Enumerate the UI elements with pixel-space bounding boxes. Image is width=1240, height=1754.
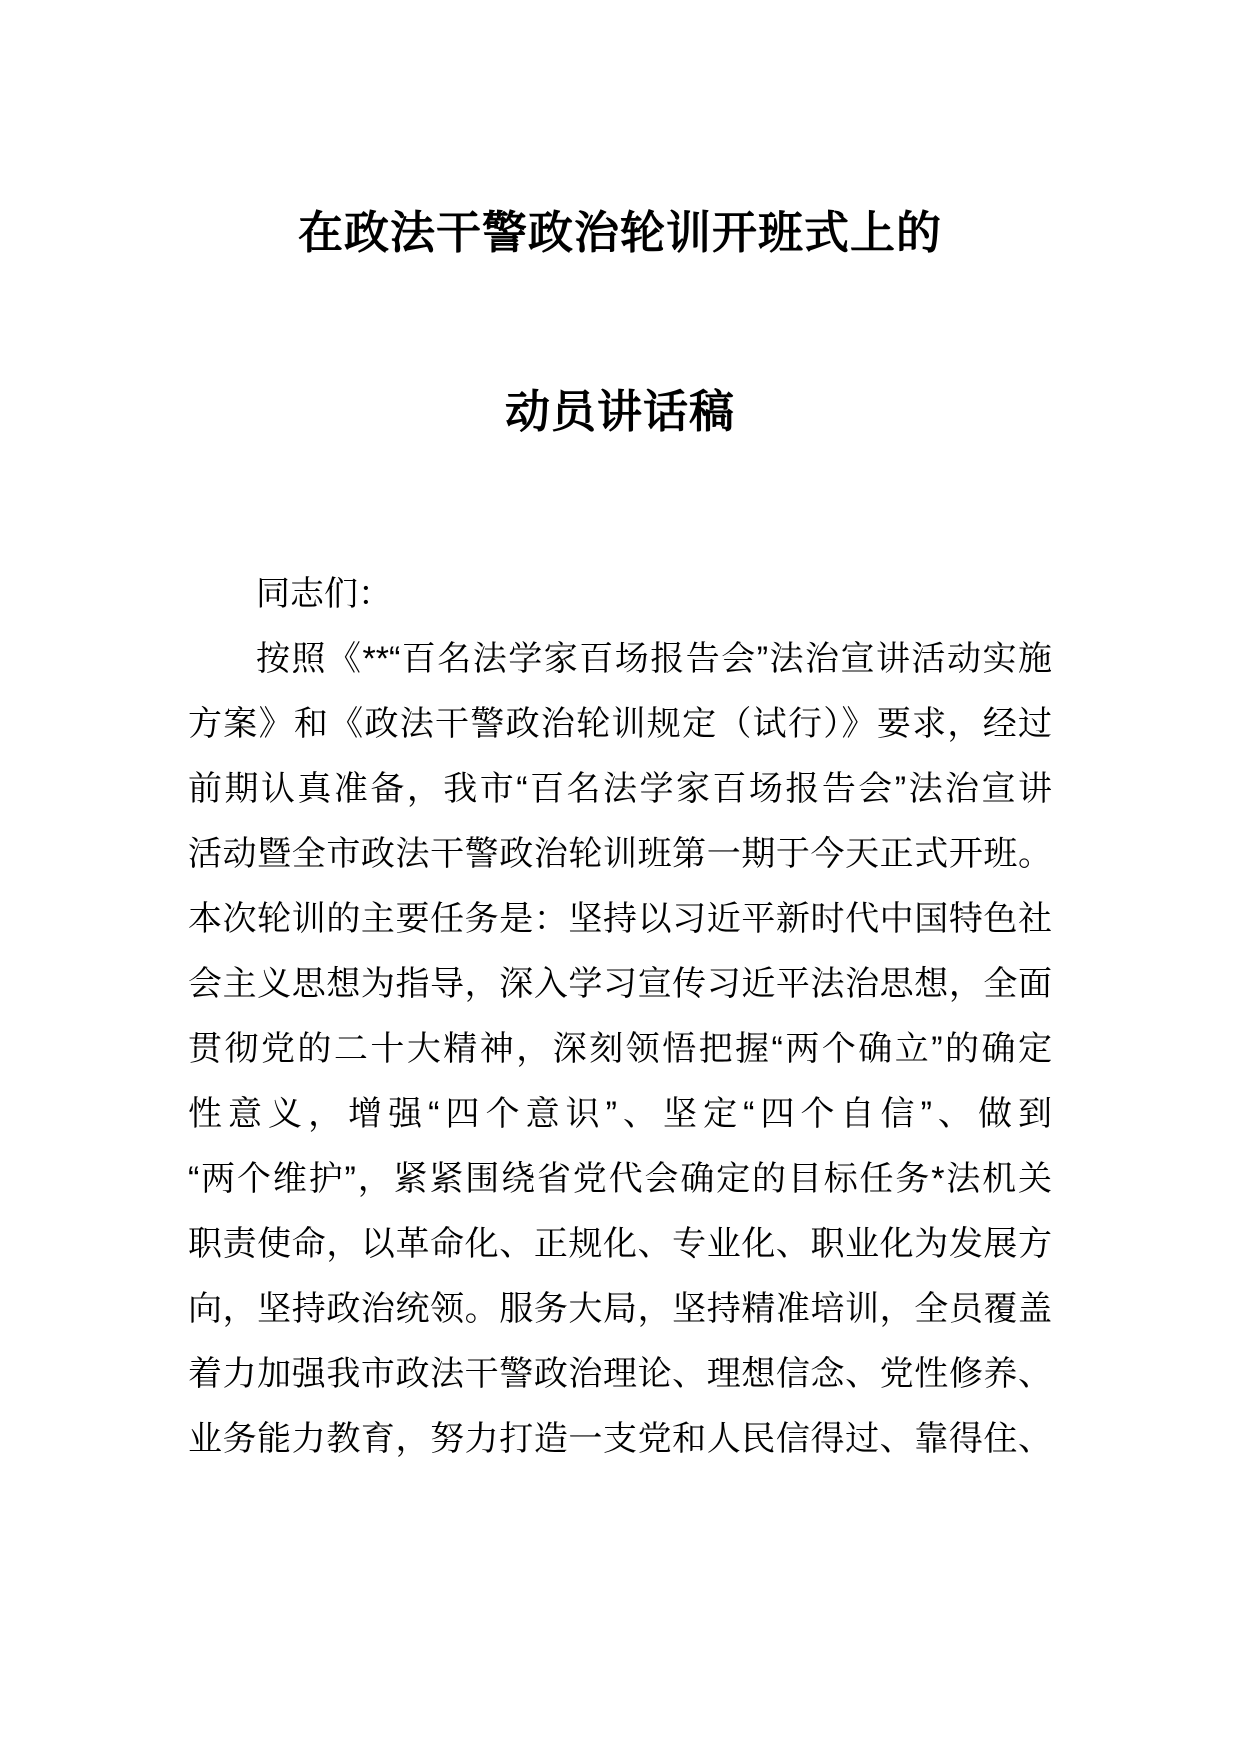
body-line: 前期认真准备，我市“百名法学家百场报告会”法治宣讲	[188, 770, 1052, 808]
body-line: 职责使命，以革命化、正规化、专业化、职业化为发展方	[188, 1225, 1052, 1263]
body-line: 活动暨全市政法干警政治轮训班第一期于今天正式开班。	[188, 835, 1052, 873]
body-line: 按照《**“百名法学家百场报告会”法治宣讲活动实施	[256, 640, 1052, 678]
salutation: 同志们：	[256, 575, 392, 613]
document-title-line-2: 动员讲话稿	[504, 386, 735, 437]
body-line: 本次轮训的主要任务是：坚持以习近平新时代中国特色社	[188, 900, 1052, 938]
body-line: 贯彻党的二十大精神，深刻领悟把握“两个确立”的确定	[188, 1030, 1052, 1068]
body-line: 方案》和《政法干警政治轮训规定（试行）》要求，经过	[188, 705, 1052, 743]
document-title-line-1: 在政法干警政治轮训开班式上的	[297, 207, 942, 258]
body-line: 向，坚持政治统领。服务大局，坚持精准培训，全员覆盖	[188, 1290, 1052, 1328]
body-line: 业务能力教育，努力打造一支党和人民信得过、靠得住、	[188, 1420, 1052, 1458]
body-line: 着力加强我市政法干警政治理论、理想信念、党性修养、	[188, 1355, 1052, 1393]
body-paragraph	[188, 627, 1052, 1472]
body-line: 会主义思想为指导，深入学习宣传习近平法治思想，全面	[188, 965, 1052, 1003]
body-line: 性意义，增强“四个意识”、坚定“四个自信”、做到	[188, 1095, 1052, 1133]
body-line: “两个维护”，紧紧围绕省党代会确定的目标任务*法机关	[188, 1160, 1052, 1198]
